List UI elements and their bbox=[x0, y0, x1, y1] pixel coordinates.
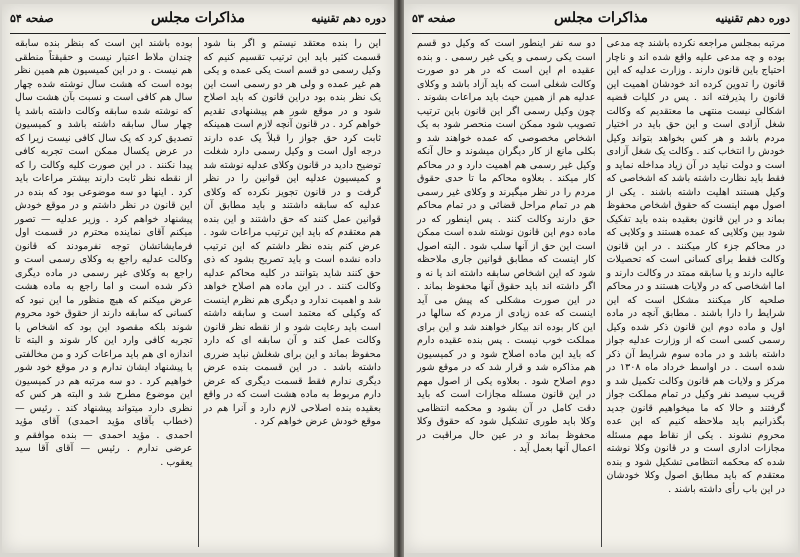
column-left bbox=[10, 37, 198, 547]
page-number: صفحه ۵۴ bbox=[10, 12, 54, 25]
text-columns bbox=[412, 37, 790, 547]
column-text: مرتبه بمجلس مراجعه نکرده باشند چه مدعی بوده و چه مدعی علیه واقع شده اند و ناچار احتیاج باین قانون دارند . وزارت عدلیه که این قانون را تدوین کرده اند خودشان اهمیت این قانون را پذیرفته اند . پس در کلیات قضیه اشکالی نیست منتهی ما معتقدیم که وکالت شغل آزادی است و این حق باید در اختیار مردم باشد و هر کس بخواهد بتواند وکیل خودش را انتخاب کند . وکالت یک شغل آزادی است و دولت نباید در آن زیاد مداخله نماید و فقط باید نظارت داشته باشد که اشخاصی که وکیل هستند اهلیت داشته باشند . یکی از اصول مهم اینست که حقوق اشخاص محفوظ بماند و در این قانون بعقیده بنده باید تفکیک شود بین وکلایی که عمده هستند و وکلایی که در محاکم جزء کار میکنند . در این قانون وکالت فقط برای کسانی است که تحصیلات عالیه دارند و یا سابقه ممتد در وکالت دارند و اما اشخاصی که در ولایات هستند و در محاکم صلحیه کار میکنند مشکل است که این شرایط را دارا باشند . مطابق آنچه در ماده اول و ماده دوم این قانون ذکر شده وکیل رسمی کسی است که از وزارت عدلیه جواز داشته باشد و در ماده سوم شرایط آن ذکر شده است . در اواسط خرداد ماه ۱۳۰۸ در مرکز و ولایات هم قانون وکالت تکمیل شد و قریب سیصد نفر وکیل در تمام مملکت جواز گرفتند و حالا که ما میخواهیم قانون جدید بگذرانیم باید ملاحظه کنیم که این عده محروم نشوند . یکی از نقاط مهم مسئله مجازات اداری است و در قانون وکلا نوشته شده که محکمه انتظامی تشکیل شود و بنده معتقدم که باید مطابق اصول وکلا خودشان در این باب رأی داشته باشند . bbox=[606, 38, 785, 495]
page-54 bbox=[2, 4, 394, 553]
page-header bbox=[10, 10, 386, 32]
column-right bbox=[199, 37, 387, 547]
page-title: مذاکرات مجلس bbox=[553, 10, 649, 26]
text-columns bbox=[10, 37, 386, 547]
book-gutter bbox=[394, 0, 404, 557]
session-label: دوره دهم تقنینیه bbox=[311, 12, 386, 25]
page-number: صفحه ۵۳ bbox=[412, 12, 456, 25]
header-rule bbox=[412, 33, 790, 34]
page-53 bbox=[404, 4, 798, 553]
column-text: دو سه نفر اینطور است که وکیل دو قسم است یکی رسمی و یکی غیر رسمی . و بنده عقیده ام این است که در هر دو صورت وکالت شغلی است که باید آزاد باشد و وکلای عدلیه هم از همین حیث باید مراعات بشوند . چون وکیل رسمی اگر این قانون باین ترتیب تصویب شود ممکن است منحصر شود به یک اشخاص مخصوصی که عمده خواهند شد و بکلی مانع از کار دیگران میشوند و حال آنکه وکیل غیر رسمی هم اهمیت دارد و در محاکم کار میکند . بعلاوه محاکم ما تا حدی حقوق مردم را در نظر میگیرند و وکلای غیر رسمی هم در تمام مراحل قضائی و در تمام محاکم حق دارند وکالت کنند . پس اینطور که در ماده دوم این قانون نوشته شده است ممکن است این حق از آنها سلب شود . البته اصول کار اینست که مطابق قوانین جاری ملاحظه شود که این اشخاص سابقه داشته اند یا نه و اگر داشته اند باید حقوق آنها محفوظ بماند . در این صورت مشکلی که پیش می آید اینست که عده زیادی از مردم که سالها در این کار بوده اند بیکار خواهند شد و این برای مملکت خوب نیست . پس بنده عقیده دارم که باید این ماده اصلاح شود و در کمیسیون هم مذاکره شد و قرار شد که در موقع شور دوم اصلاح شود . بعلاوه یکی از اصول مهم در این قانون مسئله مجازات است که باید دقت کامل در آن بشود و محکمه انتظامی وکلا باید طوری تشکیل شود که حقوق وکلا محفوظ بماند و در عین حال مراقبت در اعمال آنها بعمل آید . bbox=[417, 38, 596, 454]
column-text: بوده باشند این است که بنظر بنده سابقه چندان ملاط اعتبار نیست و حقیقتاً منطقی هم نیست . و در این کمیسیون هم همین نظر بوده است که هشت سال نوشته شده چهار سال هم کافی است و نسبت بآن هشت سال که نوشته شده سابقه وکالت داشته باشد یا چهار سال سابقه داشته باشد و کمیسیون تصدیق کرد که یک سال کافی نیست زیرا که در عرض یکسال ممکن است تجربه کافی پیدا نکنند . در این صورت کلیه وکالت را که از نقطه نظر ثابت دارند بیشتر مراعات باید کرد . اینها دو سه موضوعی بود که بنده در این قانون در نظر داشتم و در موقع خودش پیشنهاد خواهم کرد . وزیر عدلیه — تصور میکنم آقای نماینده محترم در قسمت اول فرمایشاتشان توجه نفرمودند که قانون وکالت عدلیه راجع به وکلای رسمی است و راجع به وکلای غیر رسمی در ماده دیگری ذکر شده است و اما راجع به ماده هشت عرض میکنم که هیچ منظور ما این نبود که کسانی که سابقه دارند از حقوق خود محروم شوند بلکه مقصود این بود که اشخاص با تجربه کافی وارد این کار شوند و البته تا اندازه ای هم باید مراعات کرد و من مخالفتی با پیشنهاد ایشان ندارم و در موقع خود شور خواهیم کرد . دو سه مرتبه هم در کمیسیون این موضوع مطرح شد و البته هر کس که نظری دارد میتواند پیشنهاد کند . رئیس — (خطاب بآقای مؤید احمدی) آقای مؤید احمدی . مؤید احمدی — بنده موافقم و عرضی ندارم . رئیس — آقای آقا سید یعقوب . bbox=[15, 38, 193, 468]
header-rule bbox=[10, 33, 386, 34]
page-header bbox=[412, 10, 790, 32]
column-left bbox=[412, 37, 601, 547]
session-label: دوره دهم تقنینیه bbox=[715, 12, 790, 25]
page-title: مذاکرات مجلس bbox=[150, 10, 246, 26]
column-right bbox=[602, 37, 791, 547]
column-text: این را بنده معتقد نیستم و اگر بنا شود قسمت کثیر باید این ترتیب تقسیم کنیم که وکیل رسمی دو قسم است یکی عمده و یکی هم غیر عمده و ولی هر دو رسمی است این یک نظر بنده بود دراین قانون که باید اصلاح شود و در موقع شور هم پیشنهادی تقدیم خواهم کرد . در قانون آنچه لازم است همینکه ثابت کرد حق جواز را قبلاً یک عده دارند درجه اول است و وکیل رسمی دارد شغلت توضیح دادید در قانون وکلای عدلیه نوشته شد و کمیسیون عدلیه این قوانین را در نظر گرفت و در قانون تجویز نکرده که وکلای عدلیه که سابقه داشتند و باید مطابق آن قوانین عمل کنند که حق داشتند و این بنده هم معتقدم که باید این ترتیب مراعات شود . عرض کنم بنده نظر داشتم که این ترتیب داده نشده است و باید تصریح بشود که ذی حق کنند شاید بتوانند در کلیه محاکم عدلیه وکالت کنند . در این ماده هم اصلاح خواهد شد و اهمیت ندارد و دیگری هم نظرم اینست که وکیلی که معتمد است و سابقه داشته است باید رعایت شود و از نقطه نظر قانون وکالت عمل کند و آن سابقه ای که دارد محفوظ بماند و این برای شغلش نباید ضرری داشته باشد . در این قسمت بنده عرض دیگری ندارم فقط قسمت دیگری که عرض دارم مربوط به ماده هشت است که در واقع بعقیده بنده اصلاحی لازم دارد و آنرا هم در موقع خودش عرض خواهم کرد . bbox=[203, 38, 381, 427]
